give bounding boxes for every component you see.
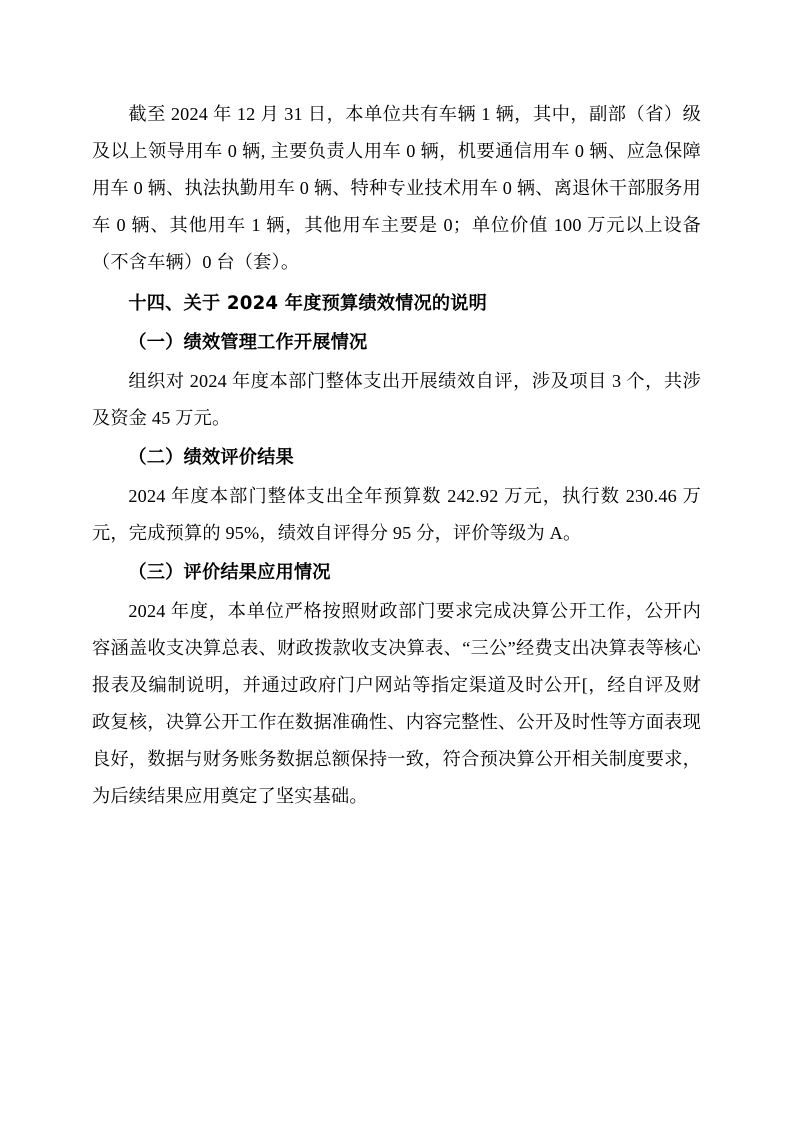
page-bottom-spacer — [92, 817, 701, 818]
heading-section-fourteen: 十四、关于 2024 年度预算绩效情况的说明 — [128, 293, 488, 314]
subheading-performance-results: （二）绩效评价结果 — [128, 447, 294, 468]
subheading-performance-management: （一）绩效管理工作开展情况 — [128, 332, 368, 353]
document-body — [92, 96, 701, 818]
paragraph-results-application: 2024 年度，本单位严格按照财政部门要求完成决算公开工作，公开内容涵盖收支决算总表、财政拨款收支决算表、“三公”经费支出决算表等核心报表及编制说明，并通过政府门户网站等指定渠道及时公开[，经自评及财政复核，决算公开工作在数据准确性、内容完整性、公开及时性等方面表现良好，数据与财务账务数据总额保持一致，符合预决算公开相关制度要求，为后续结果应用奠定了坚实基础。 — [92, 601, 701, 806]
paragraph-vehicles-assets: 截至 2024 年 12 月 31 日，本单位共有车辆 1 辆，其中，副部（省）级及以上领导用车 0 辆, 主要负责人用车 0 辆，机要通信用车 0 辆、应急保障用车 0 辆、执法执勤用车 0 辆、特种专业技术用车 0 辆、离退休干部服务用车 0 辆、其他用车 1 辆，其他用车主要是 0；单位价值 100 万元以上设备（不含车辆）0 台（套）。 — [92, 104, 701, 272]
paragraph-performance-results: 2024 年度本部门整体支出全年预算数 242.92 万元，执行数 230.46 万元，完成预算的 95%，绩效自评得分 95 分，评价等级为 A。 — [92, 486, 701, 543]
subheading-results-application: （三）评价结果应用情况 — [128, 562, 331, 583]
paragraph-performance-management: 组织对 2024 年度本部门整体支出开展绩效自评，涉及项目 3 个，共涉及资金 45 万元。 — [92, 371, 701, 428]
